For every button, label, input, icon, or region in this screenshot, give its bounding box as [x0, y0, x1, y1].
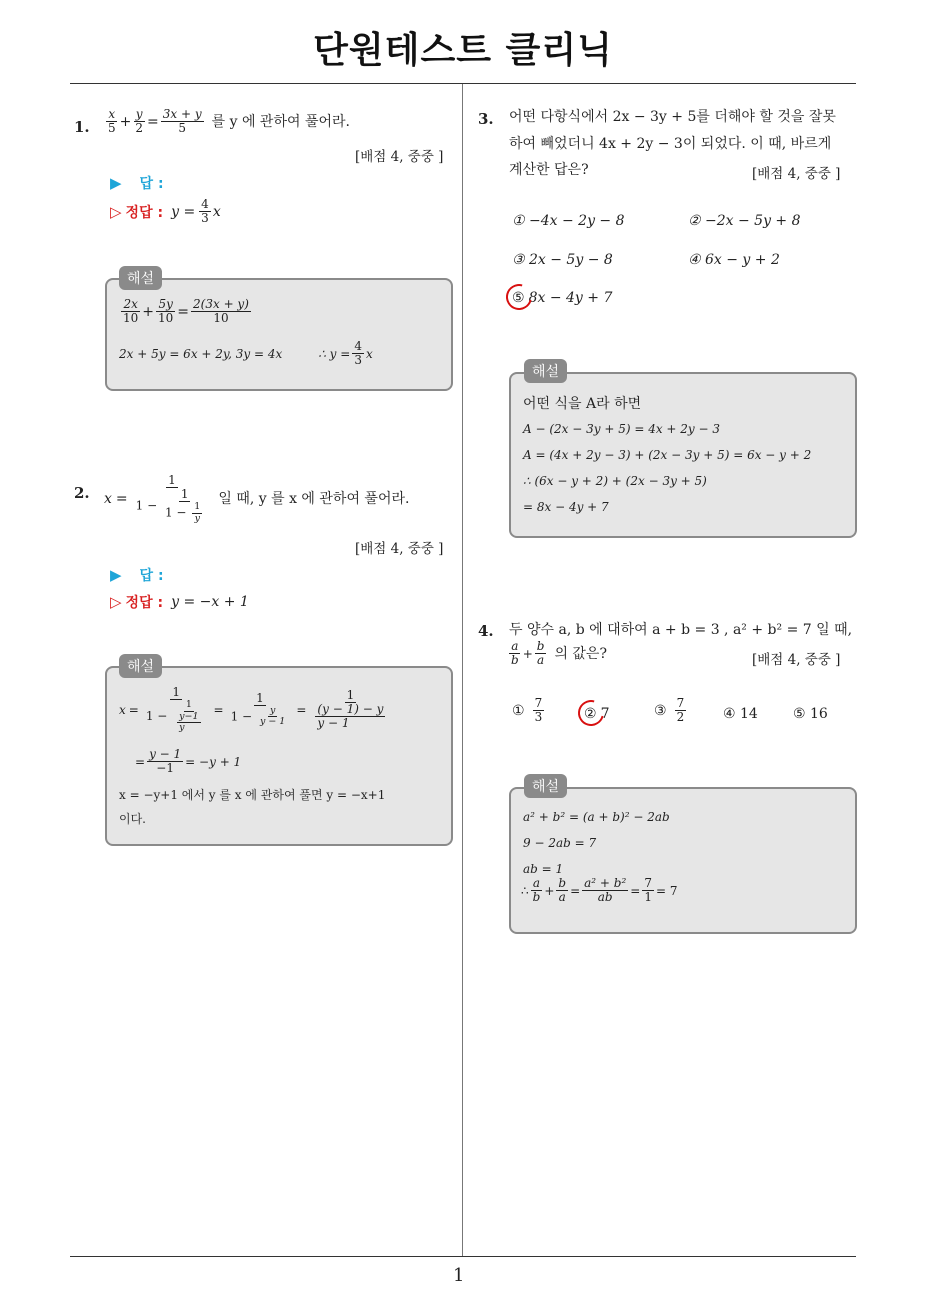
answer-line — [110, 565, 164, 585]
solution-tag: 해설 — [119, 266, 162, 290]
question-number: 4. — [478, 622, 494, 640]
correct-answer-line — [110, 592, 249, 612]
question-meta: [배점 4, 중중 ] — [355, 149, 444, 165]
correct-answer-value: y = — [171, 203, 196, 220]
choice-2[interactable]: ② −2x − 5y + 8 — [688, 213, 801, 229]
play-outline-icon: ▷ — [110, 593, 122, 611]
question-meta: [배점 4, 중중 ] — [355, 541, 444, 557]
question-number: 2. — [74, 484, 90, 502]
choice-4[interactable]: ④ 6x − y + 2 — [688, 252, 780, 268]
correct-label: 정답 : — [125, 595, 164, 611]
correct-label: 정답 : — [125, 204, 164, 221]
column-divider — [462, 84, 463, 1256]
question-3-prompt: 어떤 다항식에서 2x − 3y + 5를 더해야 할 것을 잘못 — [509, 109, 836, 125]
question-1-equation: $\frac{x}{5}$ + $\frac{y}{2}$ = $\frac{3x + y}{5}$ 를 y 에 관하여 풀어라. — [108, 107, 350, 136]
question-meta: [배점 4, 중중 ] — [752, 166, 841, 182]
question-number: 1. — [74, 118, 90, 136]
solution-box: x = 1 1 − $\frac{1}{\frac{y-1}{y}}$ = 1 1 − $\frac{y}{y - 1}$ = $\frac{1}{\frac{(y - 1) - y}{y - 1}}$ = $\frac{y - 1}{-1}$ = −y + 1 x = −y+1 에서 y 를 x 에 관하여 풀면 y = −x+1 이다. — [105, 666, 453, 846]
solution-tag: 해설 — [524, 774, 567, 798]
solution-tag: 해설 — [524, 359, 567, 383]
answer-line — [110, 173, 164, 193]
question-1-prompt: 를 y 에 관하여 풀어라. — [211, 113, 350, 130]
footer-divider — [70, 1256, 856, 1257]
choice-1[interactable]: ① $\frac{7}{3}$ — [512, 696, 543, 725]
page-title: 단원테스트 클리닉 — [313, 30, 613, 71]
choice-1[interactable]: ① −4x − 2y − 8 — [512, 213, 625, 229]
header-divider — [70, 83, 856, 84]
play-outline-icon: ▷ — [110, 202, 122, 221]
solution-box: a² + b² = (a + b)² − 2ab 9 − 2ab = 7 ab = 1 ∴ $\frac{a}{b}$ + $\frac{b}{a}$ = $\frac{\text{a² + b²}}{ab}$ = $\frac{7}{1}$ = 7 — [509, 787, 857, 934]
correct-answer-line: ▷ 정답 : y = $\frac{4}{3}$ x — [110, 197, 221, 226]
question-4-prompt: 두 양수 a, b 에 대하여 a + b = 3 , a² + b² = 7 일 때, — [509, 622, 853, 638]
question-2-prompt: 일 때, y 를 x 에 관하여 풀어라. — [218, 491, 410, 508]
page-number: 1 — [453, 1265, 465, 1286]
solution-tag: 해설 — [119, 654, 162, 678]
question-number: 3. — [478, 110, 494, 128]
choice-5[interactable]: ⑤ 16 — [793, 706, 828, 722]
choice-5[interactable]: ⑤ 8x − 4y + 7 — [512, 290, 613, 306]
answer-label: 답 : — [139, 176, 164, 192]
choice-3[interactable]: ③ 2x − 5y − 8 — [512, 252, 613, 268]
choice-4[interactable]: ④ 14 — [723, 706, 758, 722]
choice-3[interactable]: ③ $\frac{7}{2}$ — [654, 696, 685, 725]
selected-circle-icon: ⑤ — [512, 290, 525, 306]
solution-box: 어떤 식을 A라 하면 A − (2x − 3y + 5) = 4x + 2y − 3 A = (4x + 2y − 3) + (2x − 3y + 5) = 6x − y + 2 ∴ (6x − y + 2) + (2x − 3y + 5) = 8x − 4y + 7 — [509, 372, 857, 538]
question-meta: [배점 4, 중중 ] — [752, 652, 841, 668]
solution-box: $\frac{2x}{10}$ + $\frac{5y}{10}$ = $\frac{2(3x + y)}{10}$ 2x + 5y = 6x + 2y, 3y = 4x ∴ y = $\frac{4}{3}$ x — [105, 278, 453, 391]
question-2-equation: x = 1 1 − 1 1 − $\frac{1}{y}$ 일 때, y 를 x 에 관하여 풀어라. — [104, 473, 410, 524]
play-icon: ▶ — [110, 566, 122, 584]
choice-2[interactable]: ② 7 — [584, 706, 610, 722]
correct-answer-value: y = −x + 1 — [171, 594, 249, 610]
answer-label: 답 : — [139, 568, 164, 584]
play-icon: ▶ — [110, 174, 122, 192]
selected-circle-icon: ② — [584, 706, 597, 722]
